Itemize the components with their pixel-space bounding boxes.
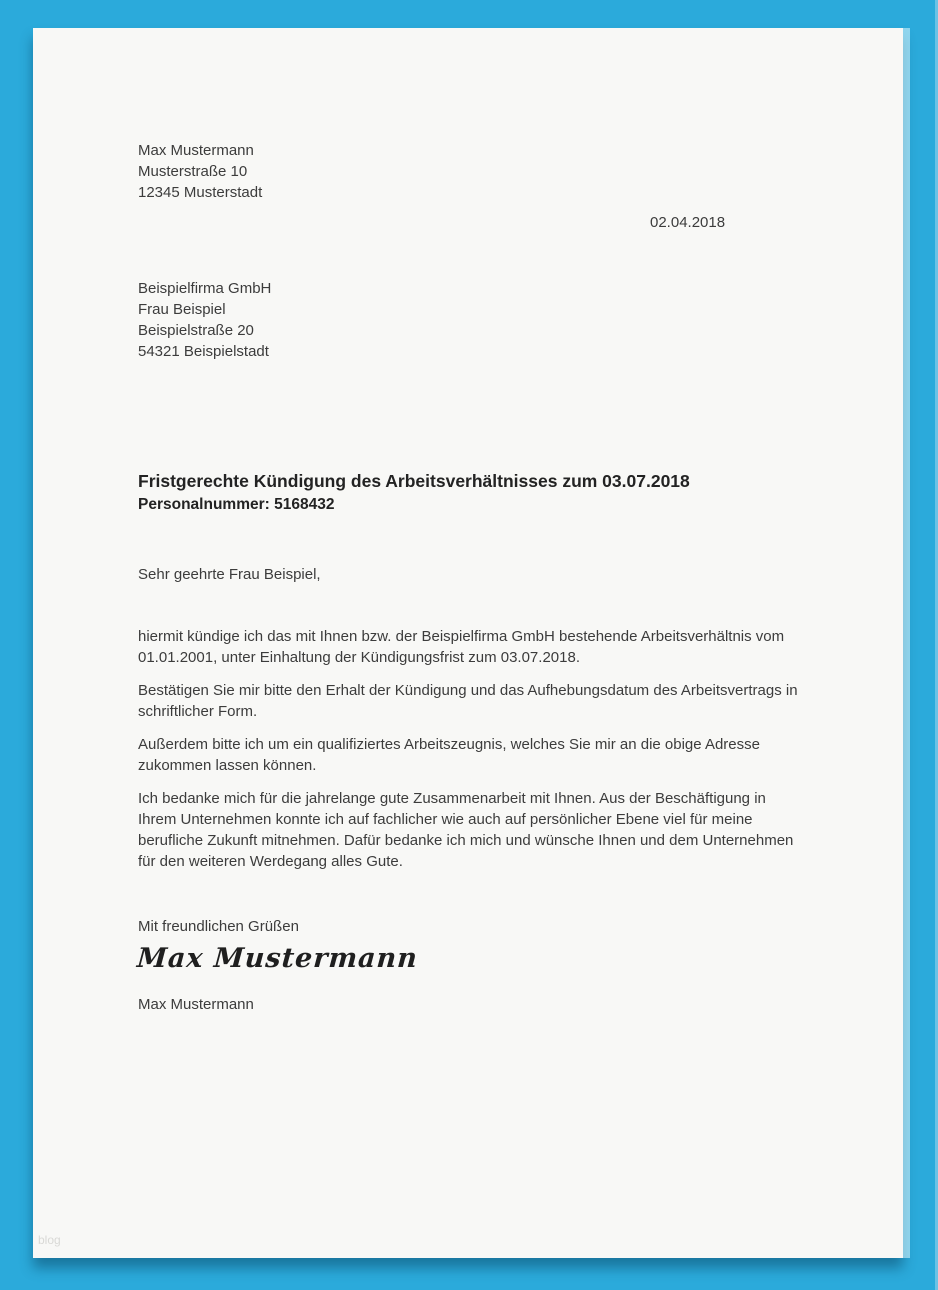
body-paragraph: Bestätigen Sie mir bitte den Erhalt der Kündigung und das Aufhebungsdatum des Arbeitsvertrags in schriftlicher Form.: [138, 682, 798, 720]
recipient-company: Beispielfirma GmbH: [138, 280, 272, 297]
handwritten-signature: Max Mustermann: [136, 943, 419, 974]
watermark-text: blog: [38, 1233, 61, 1247]
sender-city: 12345 Musterstadt: [138, 184, 263, 201]
sender-address-block: [138, 140, 262, 203]
letter-body: [138, 626, 803, 884]
subject-line: Fristgerechte Kündigung des Arbeitsverhältnisses zum 03.07.2018: [138, 471, 690, 491]
recipient-city: 54321 Beispielstadt: [138, 343, 269, 360]
recipient-contact: Frau Beispiel: [138, 301, 226, 318]
typed-signature-name: Max Mustermann: [138, 996, 254, 1013]
recipient-address-block: [138, 278, 271, 362]
body-paragraph: Ich bedanke mich für die jahrelange gute Zusammenarbeit mit Ihnen. Aus der Beschäftigung in Ihrem Unternehmen konnte ich auf fachlicher wie auch auf persönlicher Ebene viel für meine berufliche Zukunft mitnehmen. Dafür bedanke ich mich und wünsche Ihnen und dem Unternehmen für den weiteren Werdegang alles Gute.: [138, 790, 794, 870]
personnel-number-line: Personalnummer: 5168432: [138, 496, 335, 513]
letter-date: 02.04.2018: [650, 214, 726, 231]
sender-name: Max Mustermann: [138, 142, 254, 159]
salutation: Sehr geehrte Frau Beispiel,: [138, 566, 321, 583]
letter-page: [33, 28, 903, 1258]
closing-line: Mit freundlichen Grüßen: [138, 918, 299, 935]
recipient-street: Beispielstraße 20: [138, 322, 254, 339]
subject-block: [138, 469, 818, 516]
sender-street: Musterstraße 10: [138, 163, 248, 180]
body-paragraph: Außerdem bitte ich um ein qualifiziertes Arbeitszeugnis, welches Sie mir an die obige Adresse zukommen lassen können.: [138, 736, 760, 774]
body-paragraph: hiermit kündige ich das mit Ihnen bzw. der Beispielfirma GmbH bestehende Arbeitsverhältnis vom 01.01.2001, unter Einhaltung der Kündigungsfrist zum 03.07.2018.: [138, 628, 785, 666]
